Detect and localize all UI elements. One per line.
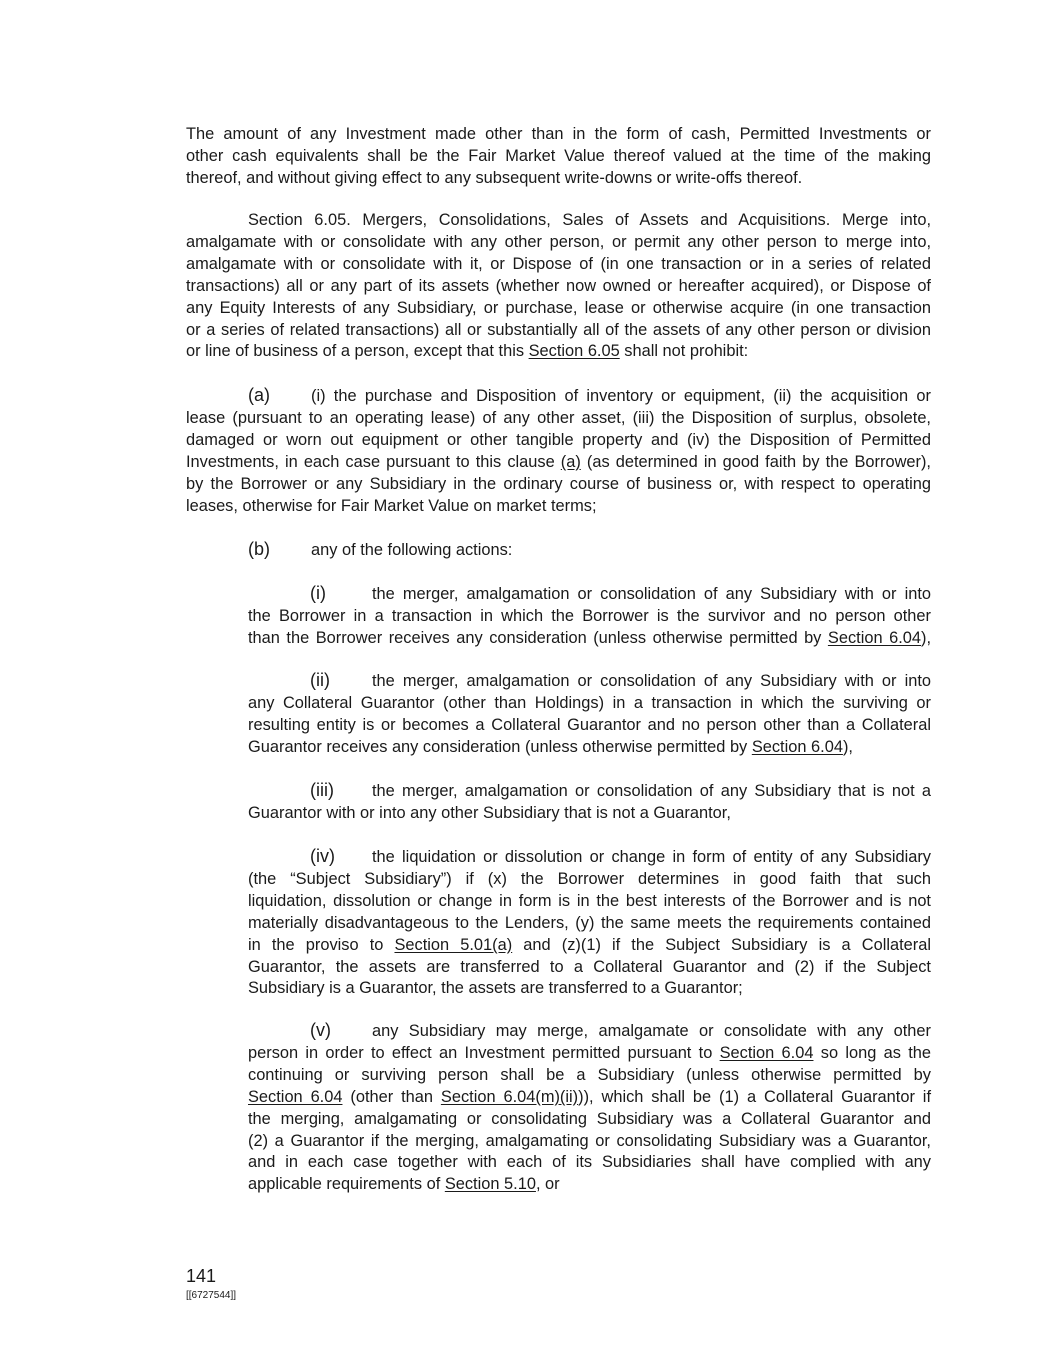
text: the merger, amalgamation or consolidation of any Subsidiary with or into (372, 585, 931, 603)
line: continuing or surviving person shall be a Subsidiary (unless otherwise permitted by (248, 1065, 931, 1084)
paragraph-investment-amount (186, 124, 931, 190)
line: the merging, amalgamating or consolidating Subsidiary was a Collateral Guarantor and (248, 1109, 931, 1128)
clause-label: (b) (248, 539, 270, 559)
text: ), (842, 737, 853, 756)
line (248, 1087, 931, 1109)
clause-label: (a) (248, 385, 270, 405)
text: , or (535, 1175, 560, 1194)
line (248, 737, 931, 759)
text: in the proviso to (248, 935, 395, 954)
line: Guarantor with or into any other Subsidiary that is not a Guarantor, (248, 803, 731, 822)
clause-b-iv (248, 846, 931, 1000)
text: (other than (342, 1087, 441, 1106)
line (248, 846, 931, 869)
clause-label: (ii) (310, 670, 330, 690)
section-5-01a-link[interactable]: Section 5.01(a) (394, 935, 513, 954)
line: resulting entity is or becomes a Collateral Guarantor and no person other than a Collateral (248, 715, 931, 734)
text: the merger, amalgamation or consolidation of any Subsidiary that is not a (372, 782, 931, 800)
text: (i) the purchase and Disposition of inventory or equipment, (ii) the acquisition or (311, 387, 931, 405)
line (248, 583, 931, 606)
section-number: Section 6.05. (248, 211, 351, 229)
line (248, 1174, 931, 1196)
section-6-04-m-ii-link[interactable]: Section 6.04(m)(ii) (440, 1087, 579, 1106)
section-6-04-link[interactable]: Section 6.04 (751, 737, 843, 756)
line: by the Borrower or any Subsidiary in the ordinary course of business or, with respect to operating (186, 474, 931, 493)
line (186, 385, 931, 408)
section-6-04-link[interactable]: Section 6.04 (827, 628, 921, 647)
line: (2) a Guarantor if the merging, amalgamating or consolidating Subsidiary was a Guarantor, (248, 1131, 931, 1150)
line: or a series of related transactions) all or substantially all of the assets of any other person or division (186, 320, 931, 339)
clause-b-iii (248, 780, 931, 825)
line: materially disadvantageous to the Lenders, (y) the same meets the requirements contained (248, 913, 931, 932)
clause-b (186, 539, 931, 562)
page-number: 141 (186, 1266, 217, 1286)
text: than the Borrower receives any consideration (unless otherwise permitted by (248, 628, 828, 647)
line: amalgamate with or consolidate with any other person, or permit any other person to merge into, (186, 232, 931, 251)
line (248, 670, 931, 693)
line: The amount of any Investment made other than in the form of cash, Permitted Investments or (186, 125, 931, 143)
text: ), (921, 628, 932, 647)
clause-a-link[interactable]: (a) (560, 452, 581, 471)
line (186, 341, 931, 363)
line: other cash equivalents shall be the Fair Market Value thereof valued at the time of the making (186, 146, 931, 165)
line: Guarantor, the assets are transferred to a Collateral Guarantor and (2) if the Subject (248, 957, 931, 976)
line (248, 628, 931, 650)
line (186, 539, 931, 562)
section-5-10-link[interactable]: Section 5.10 (444, 1175, 536, 1194)
section-6-04-link[interactable]: Section 6.04 (719, 1043, 814, 1062)
text: (as determined in good faith by the Borrower), (580, 452, 931, 471)
text: so long as the (813, 1043, 931, 1062)
line: Merge into, (841, 211, 932, 229)
text: Investments, in each case pursuant to this clause (186, 452, 561, 471)
section-6-05 (186, 210, 931, 363)
text: any of the following actions: (311, 541, 513, 559)
line: any Equity Interests of any Subsidiary, or purchase, lease or otherwise acquire (in one transaction (186, 298, 931, 317)
line: lease (pursuant to an operating lease) of any other asset, (iii) the Disposition of surplus, obsolete, (186, 408, 931, 427)
clause-label: (iv) (310, 846, 335, 866)
line (186, 452, 931, 474)
line: Subsidiary is a Guarantor, the assets are transferred to a Guarantor; (248, 979, 743, 998)
text: applicable requirements of (248, 1175, 445, 1194)
text: or line of business of a person, except that this (186, 342, 529, 361)
line: liquidation, dissolution or change in form is in the best interests of the Borrower and is not (248, 891, 931, 910)
section-6-05-heading-line (186, 210, 931, 232)
line: amalgamate with or consolidate with it, or Dispose of (in one transaction or in a series of related (186, 254, 931, 273)
line: leases, otherwise for Fair Market Value on market terms; (186, 496, 597, 515)
text: )), which shall be (1) a Collateral Guarantor if (578, 1087, 932, 1106)
line: thereof, and without giving effect to any subsequent write-downs or write-offs thereof. (186, 168, 803, 187)
text: shall not prohibit: (619, 342, 749, 361)
clause-a (186, 385, 931, 517)
text: person in order to effect an Investment permitted pursuant to (248, 1043, 720, 1062)
clause-b-ii (248, 670, 931, 759)
section-title: Mergers, Consolidations, Sales of Assets and Acquisitions. (362, 211, 831, 229)
clause-label: (v) (310, 1020, 331, 1040)
section-6-04-link[interactable]: Section 6.04 (248, 1087, 343, 1106)
line: and in each case together with each of its Subsidiaries shall have complied with any (248, 1153, 931, 1172)
clause-b-i (248, 583, 931, 650)
line (248, 780, 931, 803)
clause-label: (i) (310, 583, 326, 603)
line: the Borrower in a transaction in which the Borrower is the survivor and no person other (248, 606, 931, 625)
line: damaged or worn out equipment or other tangible property and (iv) the Disposition of Permitted (186, 430, 931, 449)
document-id: [[6727544]] (186, 1290, 237, 1301)
line (248, 935, 931, 957)
line: (the “Subject Subsidiary”) if (x) the Borrower determines in good faith that such (248, 869, 931, 888)
line (248, 1043, 931, 1065)
text: and (z)(1) if the Subject Subsidiary is a Collateral (512, 935, 932, 954)
text: Guarantor receives any consideration (unless otherwise permitted by (248, 737, 752, 756)
section-6-05-link[interactable]: Section 6.05 (528, 342, 620, 361)
clause-label: (iii) (310, 780, 334, 800)
line: any Collateral Guarantor (other than Holdings) in a transaction in which the surviving or (248, 693, 931, 712)
line: transactions) all or any part of its assets (whether now owned or hereafter acquired), or Dispose of (186, 276, 931, 295)
text: any Subsidiary may merge, amalgamate or consolidate with any other (372, 1022, 931, 1040)
text: the liquidation or dissolution or change in form of entity of any Subsidiary (372, 848, 931, 866)
line (248, 1020, 931, 1043)
text: the merger, amalgamation or consolidation of any Subsidiary with or into (372, 672, 931, 690)
clause-b-v (248, 1020, 931, 1196)
